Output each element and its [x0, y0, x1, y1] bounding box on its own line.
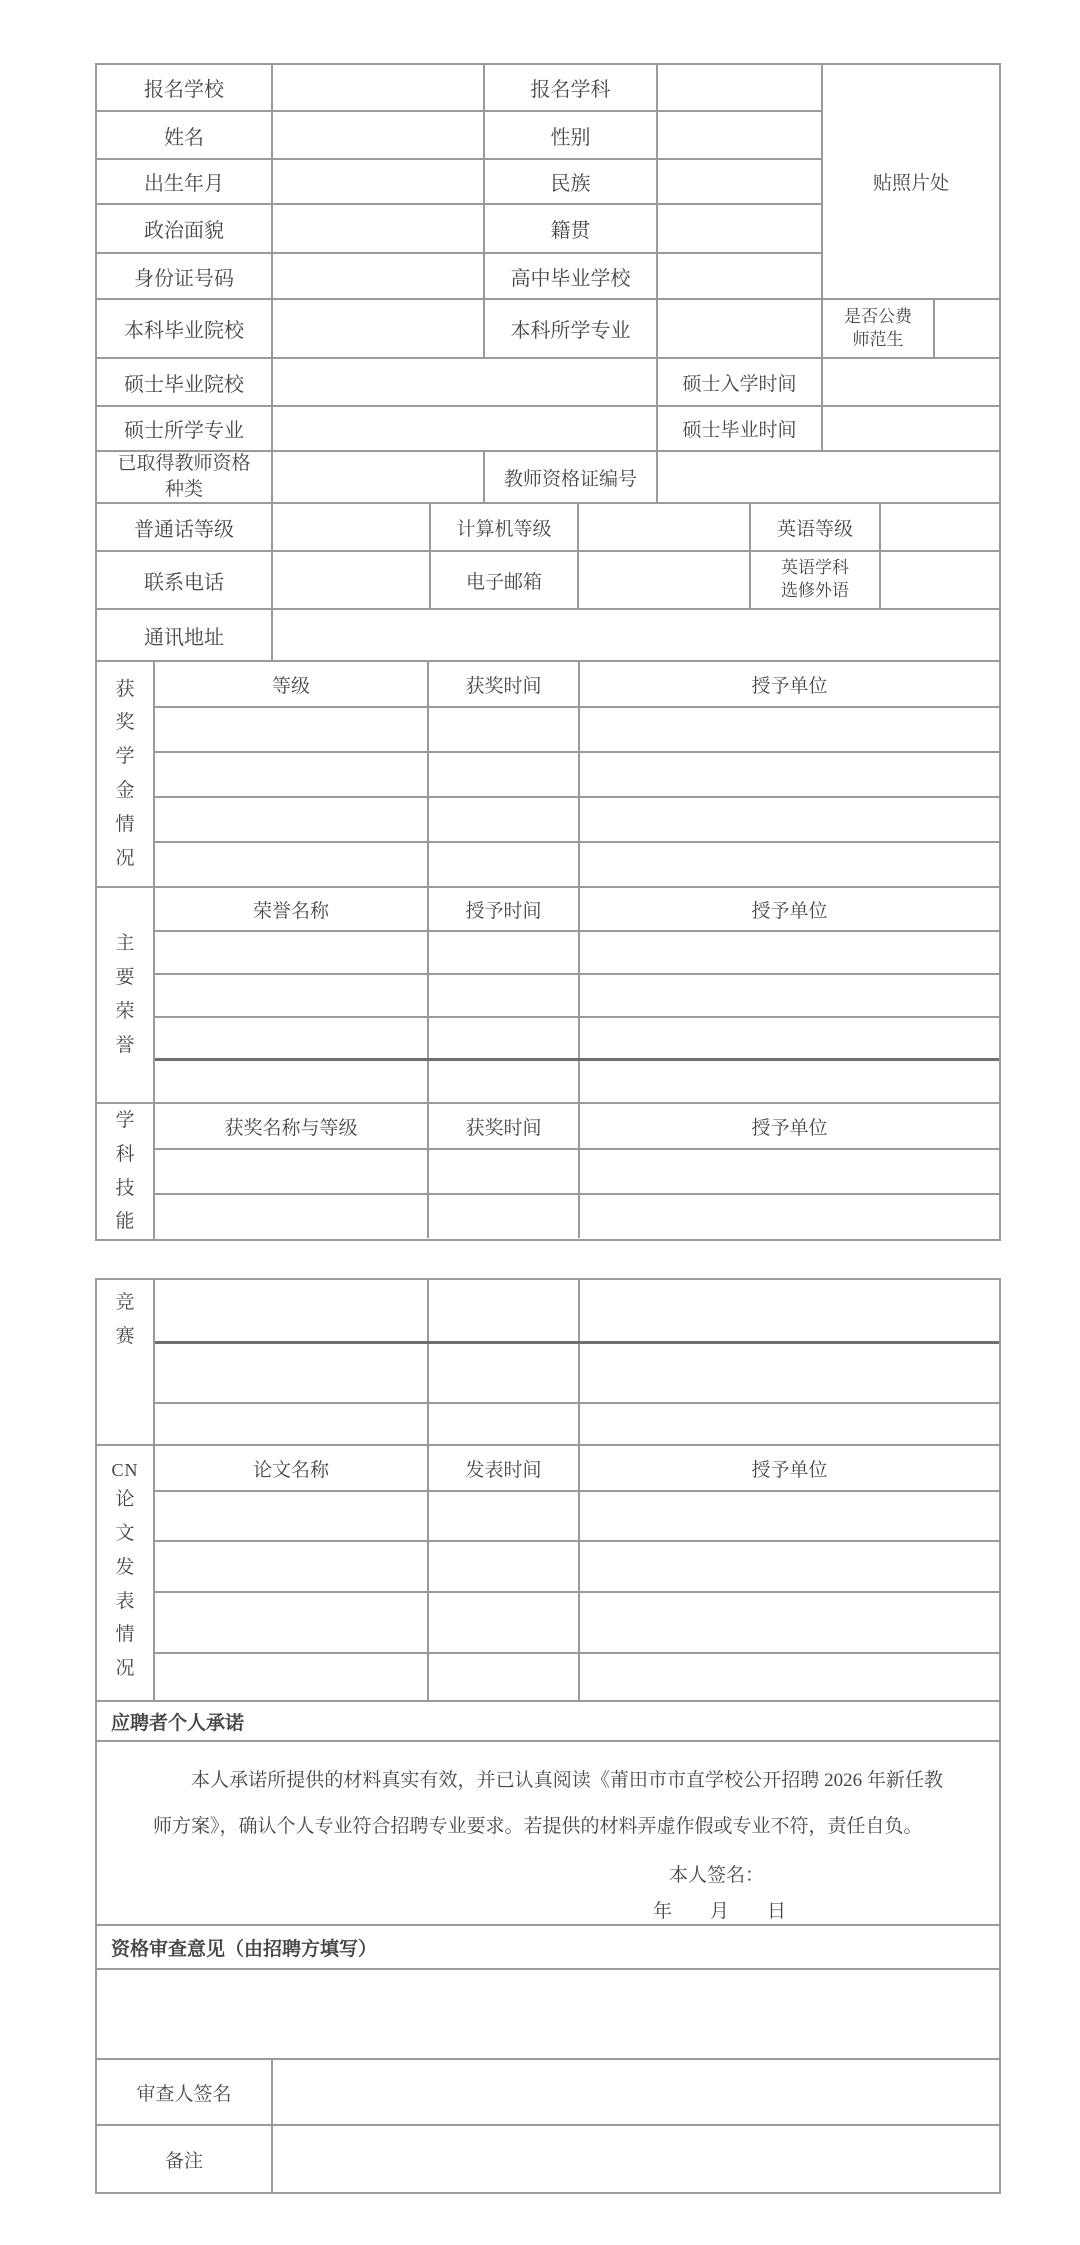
remarks-label: 备注	[97, 2126, 273, 2192]
application-school-label: 报名学校	[97, 65, 273, 110]
high-school-label: 高中毕业学校	[485, 254, 658, 298]
blank-cell	[273, 504, 431, 550]
master-graduate-time-label: 硕士毕业时间	[658, 407, 823, 450]
gender-label: 性别	[485, 112, 658, 158]
signature-label: 本人签名：	[669, 1865, 765, 1886]
id-number-label: 身份证号码	[97, 254, 273, 298]
blank-cell	[155, 932, 429, 973]
blank-cell	[273, 552, 431, 608]
section-label-cell	[97, 1104, 155, 1239]
ethnicity-label: 民族	[485, 160, 658, 203]
award-row	[155, 1195, 999, 1238]
column-header: 论文名称	[155, 1446, 429, 1490]
award-row	[155, 1404, 999, 1444]
commitment-text: 本人承诺所提供的材料真实有效，并已认真阅读《莆田市市直学校公开招聘 2026 年新任教师方案》，确认个人专业符合招聘专业要求。若提供的材料弄虚作假或专业不符，责任自负。	[153, 1770, 943, 1837]
blank-cell	[580, 1150, 999, 1193]
email-label: 电子邮箱	[431, 552, 579, 608]
blank-cell	[580, 1280, 999, 1341]
teacher-cert-no-label: 教师资格证编号	[485, 452, 658, 502]
blank-cell	[273, 254, 485, 298]
review-comment-row	[97, 1970, 999, 2060]
personal-info-block	[97, 65, 999, 300]
column-header: 授予单位	[751, 675, 828, 697]
blank-cell	[823, 407, 999, 450]
table-row	[97, 359, 999, 407]
column-header: 等级	[155, 662, 429, 706]
section-main-honors	[97, 888, 999, 1104]
review-title: 资格审查意见（由招聘方填写）	[111, 1938, 378, 1960]
blank-cell	[580, 708, 999, 751]
blank-cell	[579, 504, 751, 550]
blank-cell	[658, 205, 823, 252]
blank-cell	[155, 975, 429, 1016]
award-row	[155, 1150, 999, 1195]
award-row	[155, 708, 999, 753]
english-elective-foreign-language-label: 英语学科选修外语	[751, 552, 881, 608]
table-row	[97, 254, 823, 298]
blank-cell	[658, 112, 823, 158]
award-row	[155, 1344, 999, 1404]
section-scholarship-awards	[97, 662, 999, 888]
blank-cell	[580, 1195, 999, 1238]
blank-cell	[429, 1542, 580, 1591]
review-title-row	[97, 1926, 999, 1970]
blank-cell	[580, 1061, 999, 1102]
blank-cell	[658, 254, 823, 298]
blank-cell	[429, 975, 580, 1016]
blank-cell	[429, 1404, 580, 1444]
blank-cell	[580, 932, 999, 973]
column-header: 发表时间	[429, 1446, 580, 1490]
master-enroll-time-label: 硕士入学时间	[658, 359, 823, 405]
blank-cell	[658, 65, 823, 110]
section-label-cell	[97, 888, 155, 1102]
blank-cell	[273, 359, 658, 405]
blank-cell	[429, 708, 580, 751]
section-label-cell	[97, 1280, 155, 1444]
award-row	[155, 1542, 999, 1593]
blank-cell	[429, 1018, 580, 1058]
blank-cell	[273, 65, 485, 110]
blank-cell	[429, 1593, 580, 1652]
blank-cell	[881, 552, 999, 608]
column-header: 授予时间	[429, 888, 580, 930]
blank-cell	[881, 504, 999, 550]
column-header: 授予单位	[751, 1117, 828, 1139]
bachelor-school-label: 本科毕业院校	[97, 300, 273, 357]
table-row	[97, 452, 999, 504]
table-row	[97, 407, 999, 452]
teacher-cert-type-label: 已取得教师资格种类	[97, 452, 273, 502]
application-form-table-2	[95, 1278, 1001, 2194]
blank-cell	[155, 1061, 429, 1102]
section-competition	[97, 1280, 999, 1446]
section-label: 论文发表情况	[115, 1489, 135, 1680]
blank-cell	[429, 1195, 580, 1238]
blank-cell	[155, 708, 429, 751]
computer-level-label: 计算机等级	[431, 504, 579, 550]
blank-cell	[273, 205, 485, 252]
blank-cell	[580, 843, 999, 886]
name-label: 姓名	[97, 112, 273, 158]
award-row	[155, 1593, 999, 1654]
blank-cell	[580, 1344, 999, 1402]
blank-cell	[155, 1542, 429, 1591]
blank-cell	[429, 798, 580, 841]
section-label: 获奖学金情况	[115, 678, 135, 869]
blank-cell	[823, 359, 999, 405]
commitment-title: 应聘者个人承诺	[111, 1712, 245, 1734]
section-subject-skills	[97, 1104, 999, 1239]
blank-cell	[658, 160, 823, 203]
award-row	[155, 932, 999, 975]
table-row	[97, 160, 823, 205]
section-label: 主要荣誉	[115, 933, 135, 1056]
commitment-title-row	[97, 1702, 999, 1742]
section-label-cell	[97, 1446, 155, 1700]
section-cn-papers	[97, 1446, 999, 1702]
blank-cell	[155, 753, 429, 796]
blank-cell	[429, 753, 580, 796]
blank-cell	[429, 843, 580, 886]
section-label-prefix: CN	[111, 1460, 139, 1481]
table-row	[97, 65, 823, 112]
blank-cell	[273, 452, 485, 502]
blank-cell	[273, 112, 485, 158]
column-header: 荣誉名称	[155, 888, 429, 930]
commitment-body-cell	[97, 1742, 999, 1926]
award-row	[155, 1654, 999, 1700]
blank-cell	[580, 798, 999, 841]
blank-cell	[580, 1542, 999, 1591]
blank-cell	[273, 2126, 999, 2192]
award-row	[155, 843, 999, 886]
photo-placeholder: 贴照片处	[872, 173, 949, 194]
remarks-row	[97, 2126, 999, 2192]
table-row	[97, 610, 999, 662]
mandarin-level-label: 普通话等级	[97, 504, 273, 550]
section-label: 竞赛	[115, 1292, 135, 1347]
award-row	[155, 1018, 999, 1061]
political-status-label: 政治面貌	[97, 205, 273, 252]
blank-cell	[580, 1492, 999, 1540]
award-row	[155, 975, 999, 1018]
column-header: 获奖时间	[429, 662, 580, 706]
blank-cell	[273, 610, 999, 660]
blank-cell	[155, 1404, 429, 1444]
column-header: 获奖名称与等级	[155, 1104, 429, 1148]
blank-cell	[429, 1061, 580, 1102]
blank-cell	[155, 1150, 429, 1193]
blank-cell	[580, 753, 999, 796]
blank-cell	[155, 1195, 429, 1238]
blank-cell	[273, 407, 658, 450]
bachelor-major-label: 本科所学专业	[485, 300, 658, 357]
blank-cell	[97, 1970, 999, 2058]
blank-cell	[155, 1344, 429, 1402]
blank-cell	[429, 1492, 580, 1540]
blank-cell	[658, 452, 999, 502]
column-header: 获奖时间	[429, 1104, 580, 1148]
blank-cell	[580, 1404, 999, 1444]
section-label: 学科技能	[115, 1110, 135, 1233]
column-header: 授予单位	[751, 1459, 828, 1481]
blank-cell	[429, 1344, 580, 1402]
blank-cell	[273, 2060, 999, 2124]
blank-cell	[155, 1280, 429, 1341]
table-row	[97, 504, 999, 552]
blank-cell	[155, 1018, 429, 1058]
blank-cell	[580, 975, 999, 1016]
blank-cell	[273, 160, 485, 203]
blank-cell	[155, 843, 429, 886]
table-header-row	[155, 888, 999, 932]
blank-cell	[935, 300, 999, 357]
reviewer-signature-label: 审查人签名	[97, 2060, 273, 2124]
phone-label: 联系电话	[97, 552, 273, 608]
public-funded-normal-student-label: 是否公费师范生	[823, 300, 935, 357]
table-row	[97, 300, 999, 359]
english-level-label: 英语等级	[751, 504, 881, 550]
column-header: 授予单位	[751, 900, 828, 922]
blank-cell	[429, 1150, 580, 1193]
master-school-label: 硕士毕业院校	[97, 359, 273, 405]
blank-cell	[155, 1654, 429, 1700]
blank-cell	[658, 300, 823, 357]
blank-cell	[273, 300, 485, 357]
blank-cell	[429, 1280, 580, 1341]
application-subject-label: 报名学科	[485, 65, 658, 110]
table-header-row	[155, 1104, 999, 1150]
blank-cell	[580, 1593, 999, 1652]
mailing-address-label: 通讯地址	[97, 610, 273, 660]
birth-date-label: 出生年月	[97, 160, 273, 203]
table-row	[97, 552, 999, 610]
award-row	[155, 753, 999, 798]
blank-cell	[429, 932, 580, 973]
master-major-label: 硕士所学专业	[97, 407, 273, 450]
blank-cell	[155, 798, 429, 841]
blank-cell	[579, 552, 751, 608]
blank-cell	[155, 1492, 429, 1540]
table-header-row	[155, 662, 999, 708]
application-form-table-1	[95, 63, 1001, 1241]
blank-cell	[429, 1654, 580, 1700]
native-place-label: 籍贯	[485, 205, 658, 252]
table-header-row	[155, 1446, 999, 1492]
award-row	[155, 1280, 999, 1344]
blank-cell	[155, 1593, 429, 1652]
award-row	[155, 798, 999, 843]
award-row	[155, 1061, 999, 1102]
table-row	[97, 112, 823, 160]
award-row	[155, 1492, 999, 1542]
reviewer-signature-row	[97, 2060, 999, 2126]
blank-cell	[580, 1018, 999, 1058]
date-line: 年 月 日	[653, 1901, 787, 1922]
table-row	[97, 205, 823, 254]
section-label-cell	[97, 662, 155, 886]
blank-cell	[580, 1654, 999, 1700]
